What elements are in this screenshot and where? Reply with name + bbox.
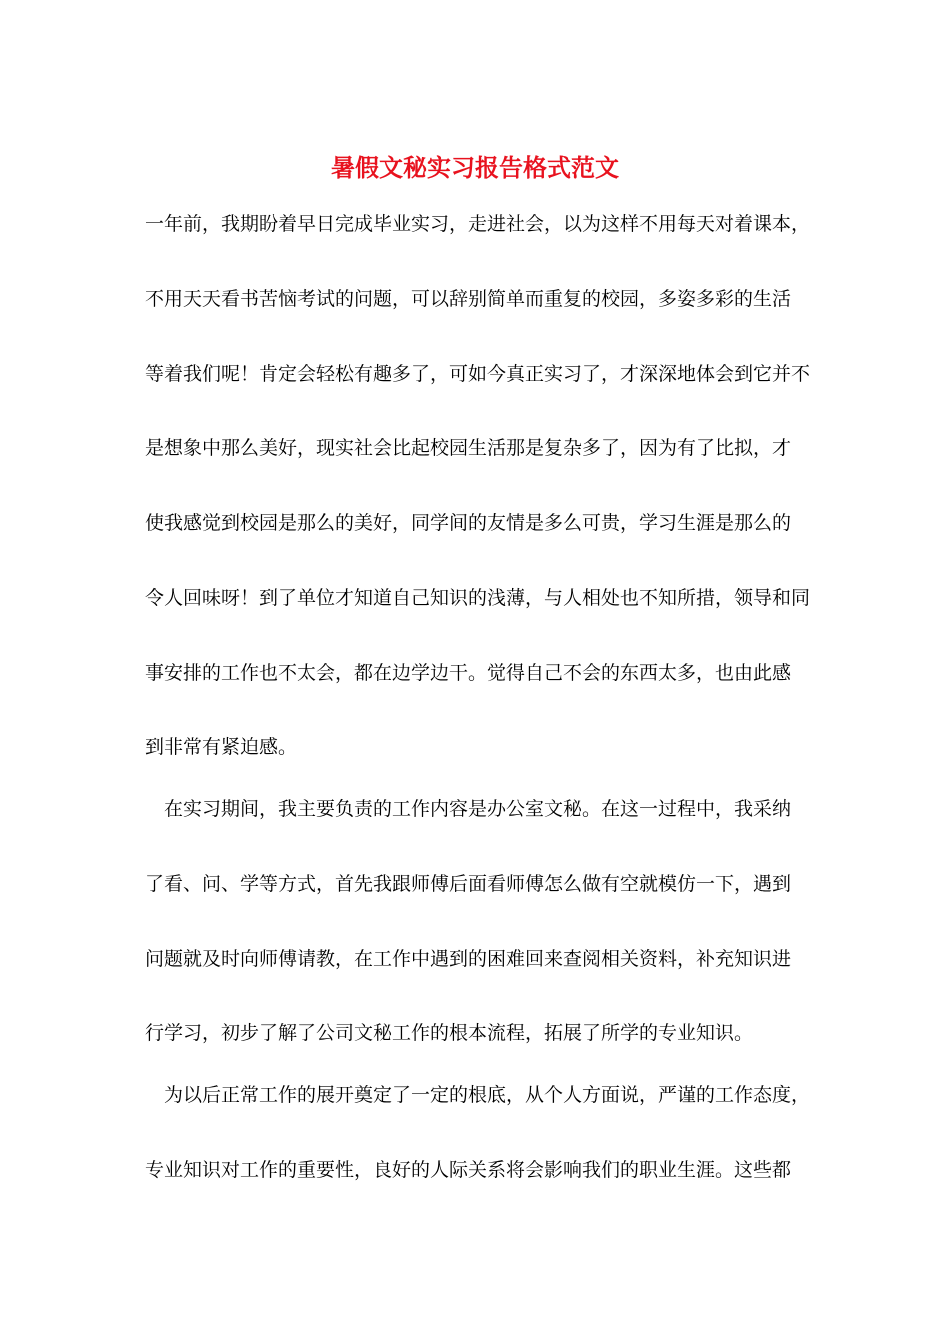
paragraph-line: 令人回味呀！到了单位才知道自己知识的浅薄，与人相处也不知所措，领导和同: [145, 587, 811, 609]
paragraph-line: 不用天天看书苦恼考试的问题，可以辞别简单而重复的校园，多姿多彩的生活: [145, 288, 792, 310]
paragraph-line: 问题就及时向师傅请教，在工作中遇到的困难回来查阅相关资料，补充知识进: [145, 948, 792, 970]
paragraph-line: 专业知识对工作的重要性，良好的人际关系将会影响我们的职业生涯。这些都: [145, 1159, 792, 1181]
paragraph-line: 了看、问、学等方式，首先我跟师傅后面看师傅怎么做有空就模仿一下，遇到: [145, 873, 792, 895]
paragraph-line: 行学习，初步了解了公司文秘工作的根本流程，拓展了所学的专业知识。: [145, 1022, 754, 1044]
paragraph-line: 到非常有紧迫感。: [145, 736, 298, 758]
paragraph-line: 是想象中那么美好，现实社会比起校园生活那是复杂多了，因为有了比拟，才: [145, 437, 792, 459]
paragraph-line: 事安排的工作也不太会，都在边学边干。觉得自己不会的东西太多，也由此感: [145, 662, 792, 684]
paragraph-line: 等着我们呢！肯定会轻松有趣多了，可如今真正实习了，才深深地体会到它并不: [145, 363, 811, 385]
paragraph-line: 为以后正常工作的展开奠定了一定的根底，从个人方面说，严谨的工作态度，: [164, 1084, 811, 1106]
paragraph-line: 一年前，我期盼着早日完成毕业实习，走进社会，以为这样不用每天对着课本，: [145, 213, 811, 235]
paragraph-line: 使我感觉到校园是那么的美好，同学间的友情是多么可贵，学习生涯是那么的: [145, 512, 792, 534]
document-title: 暑假文秘实习报告格式范文: [331, 153, 619, 182]
paragraph-line: 在实习期间，我主要负责的工作内容是办公室文秘。在这一过程中，我采纳: [164, 798, 792, 820]
